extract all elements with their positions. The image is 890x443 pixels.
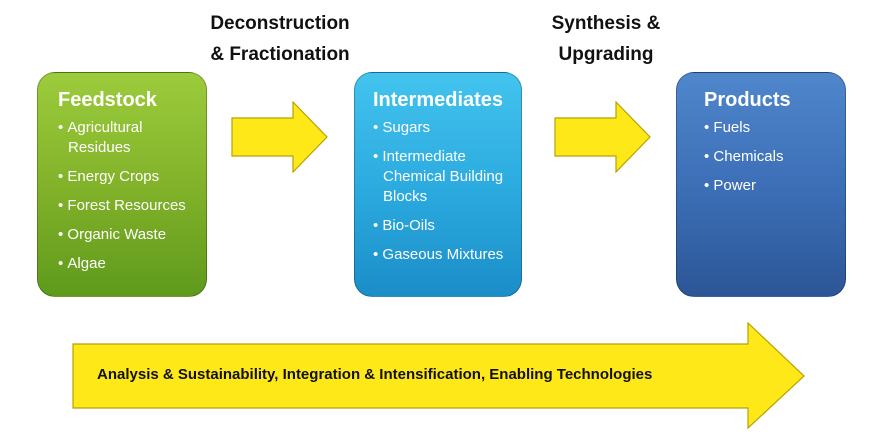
feedstock-box (37, 72, 207, 297)
deconstruction-label-line2: & Fractionation (210, 44, 350, 65)
products-item: • Fuels (704, 118, 837, 138)
feedstock-item: • Organic Waste (58, 225, 196, 245)
bottom-banner-text: Analysis & Sustainability, Integration & Intensification, Enabling Technologies (97, 366, 653, 383)
synthesis-label-line2: Upgrading (558, 44, 654, 65)
products-item: • Chemicals (704, 147, 837, 167)
arrow-right-icon (231, 101, 329, 173)
products-box (676, 72, 846, 297)
synthesis-label (526, 8, 686, 70)
intermediates-item: • Bio-Oils (373, 216, 513, 236)
synthesis-label-line1: Synthesis & (551, 13, 661, 34)
intermediates-list (373, 118, 513, 265)
products-item: • Power (704, 176, 837, 196)
deconstruction-label (198, 8, 362, 70)
feedstock-item: • Energy Crops (58, 167, 196, 187)
feedstock-item: • Agricultural Residues (58, 118, 196, 158)
intermediates-box (354, 72, 522, 297)
intermediates-item: • Intermediate Chemical Building Blocks (373, 147, 513, 207)
feedstock-item: • Forest Resources (58, 196, 196, 216)
feedstock-list (58, 118, 196, 274)
products-list (704, 118, 837, 196)
intermediates-item: • Gaseous Mixtures (373, 245, 513, 265)
feedstock-title: Feedstock (58, 89, 157, 111)
deconstruction-label-line1: Deconstruction (210, 13, 350, 34)
feedstock-item: • Algae (58, 254, 196, 274)
intermediates-title: Intermediates (373, 89, 504, 111)
products-title: Products (704, 89, 791, 111)
arrow-right-icon (554, 101, 652, 173)
intermediates-item: • Sugars (373, 118, 513, 138)
